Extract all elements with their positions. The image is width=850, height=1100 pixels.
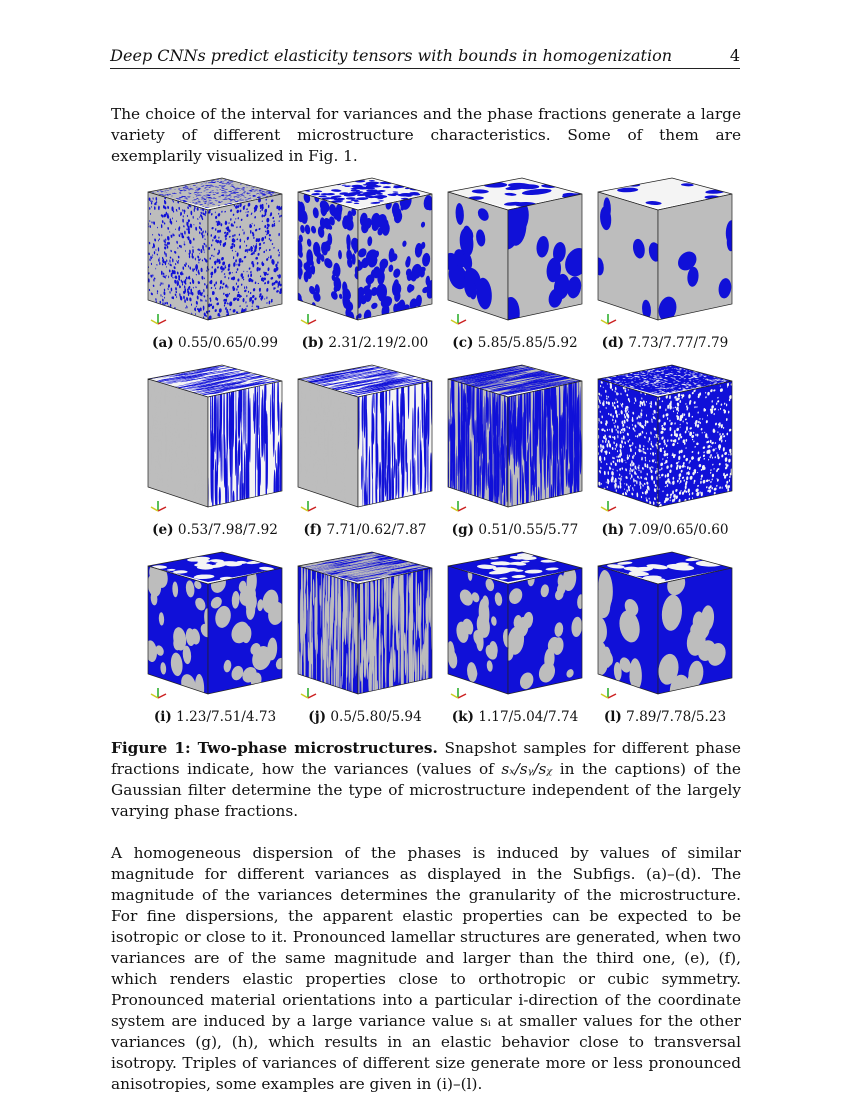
figure-panel — [140, 359, 290, 544]
microstructure-cube-image — [590, 546, 740, 706]
figure-caption-text-1: Snapshot samples for different phase fractions indicate, how the variances (values of — [111, 739, 741, 778]
figure-panel — [590, 359, 740, 544]
panel-label: (e) — [152, 522, 174, 538]
panel-caption — [440, 522, 590, 538]
microstructure-cube-image — [440, 546, 590, 706]
panel-label: (g) — [451, 522, 475, 538]
microstructure-cube-image — [140, 546, 290, 706]
panel-caption — [440, 709, 590, 725]
body-paragraph: A homogeneous dispersion of the phases is induced by values of similar magnitude for different variances as displayed in the Subfigs. (a)–(d). The magnitude of the variances determines the granularity of the microstructure. For fine dispersions, the apparent elastic properties can be expected to be isotropic or close to it. Pronounced lamellar structures are generated, when two variances are of the same magnitude and larger than the third one, (e), (f), which renders elastic properties close to orthotropic or cubic symmetry. Pronounced material orientations into a particular i-direction of the coordinate system are induced by a large variance value sᵢ at smaller values for the other variances (g), (h), which results in an elastic behavior close to transversal isotropy. Triples of variances of different size generate more or less pronounced anisotropies, some examples are given in (i)–(l). — [111, 844, 741, 1093]
panel-variances: 0.55/0.65/0.99 — [173, 335, 278, 351]
figure-panel — [440, 546, 590, 731]
panel-caption — [140, 709, 290, 725]
panel-label: (a) — [152, 335, 174, 351]
panel-caption — [290, 522, 440, 538]
panel-caption — [590, 709, 740, 725]
figure-panel — [590, 172, 740, 357]
panel-label: (h) — [601, 522, 625, 538]
panel-variances: 0.5/5.80/5.94 — [326, 709, 422, 725]
figure-panel — [140, 172, 290, 357]
panel-variances: 1.23/7.51/4.73 — [171, 709, 277, 725]
microstructure-cube-image — [140, 172, 290, 332]
figure-panel — [140, 546, 290, 731]
panel-caption — [140, 522, 290, 538]
microstructure-cube-image — [590, 359, 740, 519]
microstructure-cube-image — [290, 172, 440, 332]
microstructure-cube-image — [140, 359, 290, 519]
running-header — [110, 46, 740, 69]
figure-1-grid — [140, 172, 740, 732]
microstructure-cube-image — [290, 546, 440, 706]
microstructure-cube-image — [290, 359, 440, 519]
panel-caption — [440, 335, 590, 351]
panel-caption — [290, 709, 440, 725]
panel-variances: 1.17/5.04/7.74 — [474, 709, 579, 725]
panel-label: (f) — [303, 522, 323, 538]
panel-caption — [140, 335, 290, 351]
panel-label: (d) — [601, 335, 625, 351]
microstructure-cube-image — [440, 359, 590, 519]
panel-label: (k) — [451, 709, 474, 725]
figure-caption — [111, 738, 741, 822]
microstructure-cube-image — [440, 172, 590, 332]
intro-paragraph: The choice of the interval for variances and the phase fractions generate a large variety of different microstructure characteristics. Some of them are exemplarily visualized in Fig. 1. — [111, 105, 741, 165]
panel-caption — [290, 335, 440, 351]
figure-caption-text-2: in the captions) of the Gaussian filter determine the type of microstructure independent of the largely varying phase fractions. — [111, 760, 741, 820]
figure-panel — [290, 172, 440, 357]
panel-label: (c) — [452, 335, 474, 351]
panel-variances: 5.85/5.85/5.92 — [473, 335, 578, 351]
panel-caption — [590, 335, 740, 351]
panel-variances: 0.53/7.98/7.92 — [173, 522, 278, 538]
panel-label: (l) — [603, 709, 622, 725]
running-title: Deep CNNs predict elasticity tensors with bounds in homogenization — [110, 46, 672, 65]
figure-panel — [440, 172, 590, 357]
figure-caption-math: sₓ/sᵧ/sᵪ — [501, 760, 553, 778]
panel-variances: 0.51/0.55/5.77 — [474, 522, 579, 538]
panel-variances: 7.71/0.62/7.87 — [322, 522, 427, 538]
panel-caption — [590, 522, 740, 538]
figure-panel — [590, 546, 740, 731]
figure-panel — [440, 359, 590, 544]
figure-panel — [290, 546, 440, 731]
figure-caption-label: Figure 1: Two-phase microstructures. — [111, 739, 438, 757]
panel-variances: 2.31/2.19/2.00 — [324, 335, 429, 351]
panel-variances: 7.09/0.65/0.60 — [624, 522, 729, 538]
microstructure-cube-image — [590, 172, 740, 332]
page-number: 4 — [729, 46, 740, 65]
panel-label: (j) — [308, 709, 327, 725]
panel-variances: 7.89/7.78/5.23 — [621, 709, 727, 725]
panel-label: (i) — [153, 709, 172, 725]
panel-variances: 7.73/7.77/7.79 — [624, 335, 729, 351]
panel-label: (b) — [301, 335, 325, 351]
figure-panel — [290, 359, 440, 544]
